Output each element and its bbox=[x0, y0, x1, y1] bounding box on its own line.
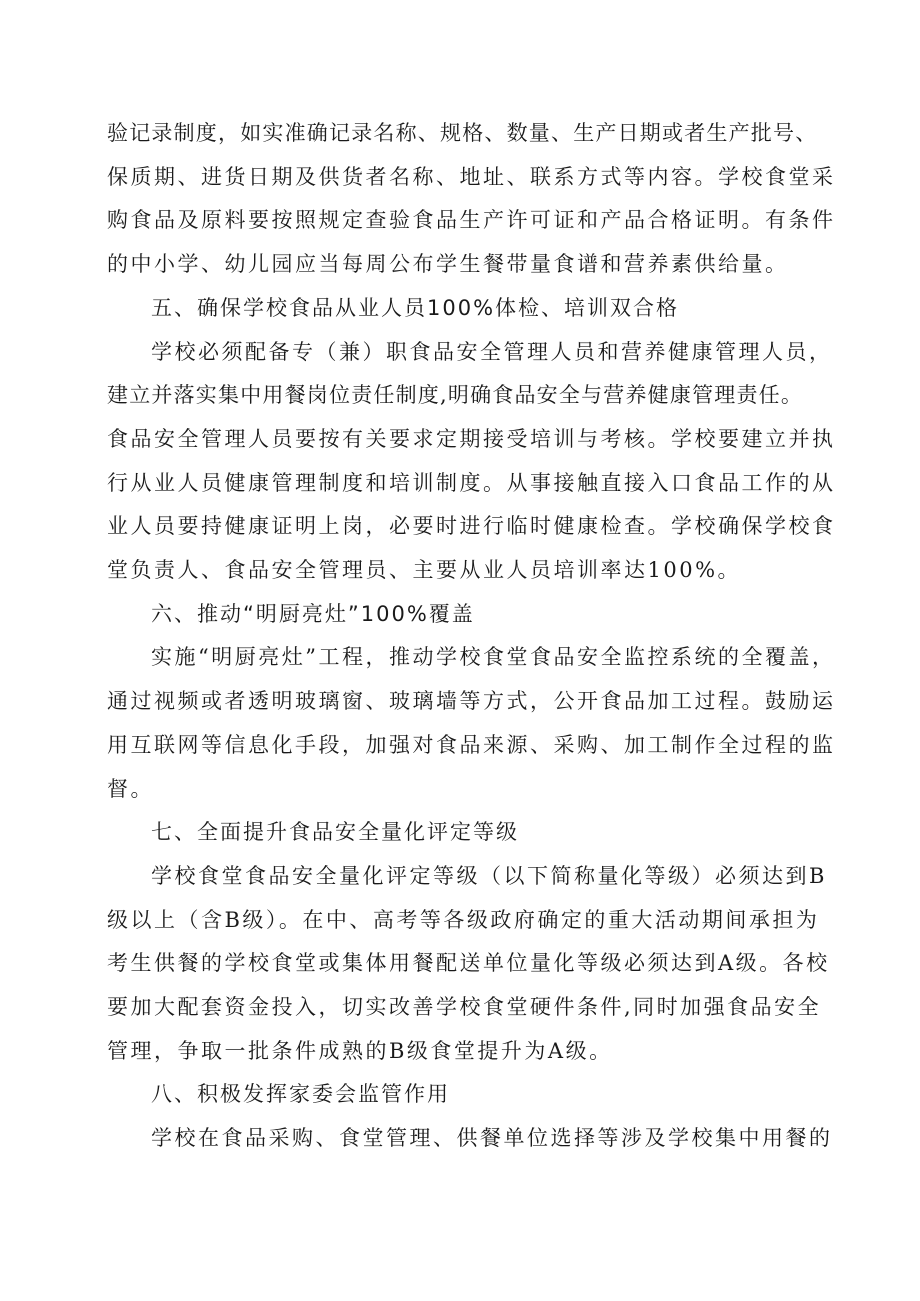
body-text-line: 考生供餐的学校食堂或集体用餐配送单位量化等级必须达到A级。各校 bbox=[107, 951, 830, 976]
section-heading: 五、确保学校食品从业人员100%体检、培训双合格 bbox=[151, 295, 680, 320]
body-text-line: 督。 bbox=[107, 776, 154, 801]
section-heading: 六、推动“明厨亮灶”100%覆盖 bbox=[151, 601, 475, 626]
body-text-line: 学校在食品采购、食堂管理、供餐单位选择等涉及学校集中用餐的 bbox=[151, 1126, 833, 1151]
section-heading: 八、积极发挥家委会监管作用 bbox=[151, 1082, 450, 1107]
body-text-line: 验记录制度，如实准确记录名称、规格、数量、生产日期或者生产批号、 bbox=[107, 121, 818, 145]
section-heading: 七、全面提升食品安全量化评定等级 bbox=[151, 820, 519, 845]
body-text-line: 行从业人员健康管理制度和培训制度。从事接触直接入口食品工作的从 bbox=[107, 470, 836, 495]
body-text-line: 购食品及原料要按照规定查验食品生产许可证和产品合格证明。有条件 bbox=[107, 208, 836, 233]
body-text-line: 食品安全管理人员要按有关要求定期接受培训与考核。学校要建立并执 bbox=[107, 426, 836, 451]
body-text-line: 级以上（含B级）。在中、高考等各级政府确定的重大活动期间承担为 bbox=[107, 907, 820, 932]
body-text-line: 学校必须配备专（兼）职食品安全管理人员和营养健康管理人员， bbox=[151, 339, 833, 364]
body-text-line: 学校食堂食品安全量化评定等级（以下简称量化等级）必须达到B bbox=[151, 863, 827, 888]
body-text-line: 要加大配套资金投入，切实改善学校食堂硬件条件,同时加强食品安全 bbox=[107, 995, 822, 1020]
body-text-line: 保质期、进货日期及供货者名称、地址、联系方式等内容。学校食堂采 bbox=[107, 164, 836, 189]
body-text-line: 业人员要持健康证明上岗，必要时进行临时健康检查。学校确保学校食 bbox=[107, 514, 836, 539]
document-page bbox=[0, 112, 920, 1161]
body-text-line: 建立并落实集中用餐岗位责任制度,明确食品安全与营养健康管理责任。 bbox=[107, 383, 804, 408]
body-text-line: 堂负责人、食品安全管理员、主要从业人员培训率达100%。 bbox=[107, 558, 742, 583]
body-text-line: 实施“明厨亮灶”工程，推动学校食堂食品安全监控系统的全覆盖， bbox=[151, 645, 836, 670]
body-text-line: 用互联网等信息化手段，加强对食品来源、采购、加工制作全过程的监 bbox=[107, 732, 836, 757]
body-text-line: 通过视频或者透明玻璃窗、玻璃墙等方式，公开食品加工过程。鼓励运 bbox=[107, 689, 836, 714]
body-text-line: 的中小学、幼儿园应当每周公布学生餐带量食谱和营养素供给量。 bbox=[107, 252, 789, 277]
body-text-line: 管理，争取一批条件成熟的B级食堂提升为A级。 bbox=[107, 1038, 613, 1063]
